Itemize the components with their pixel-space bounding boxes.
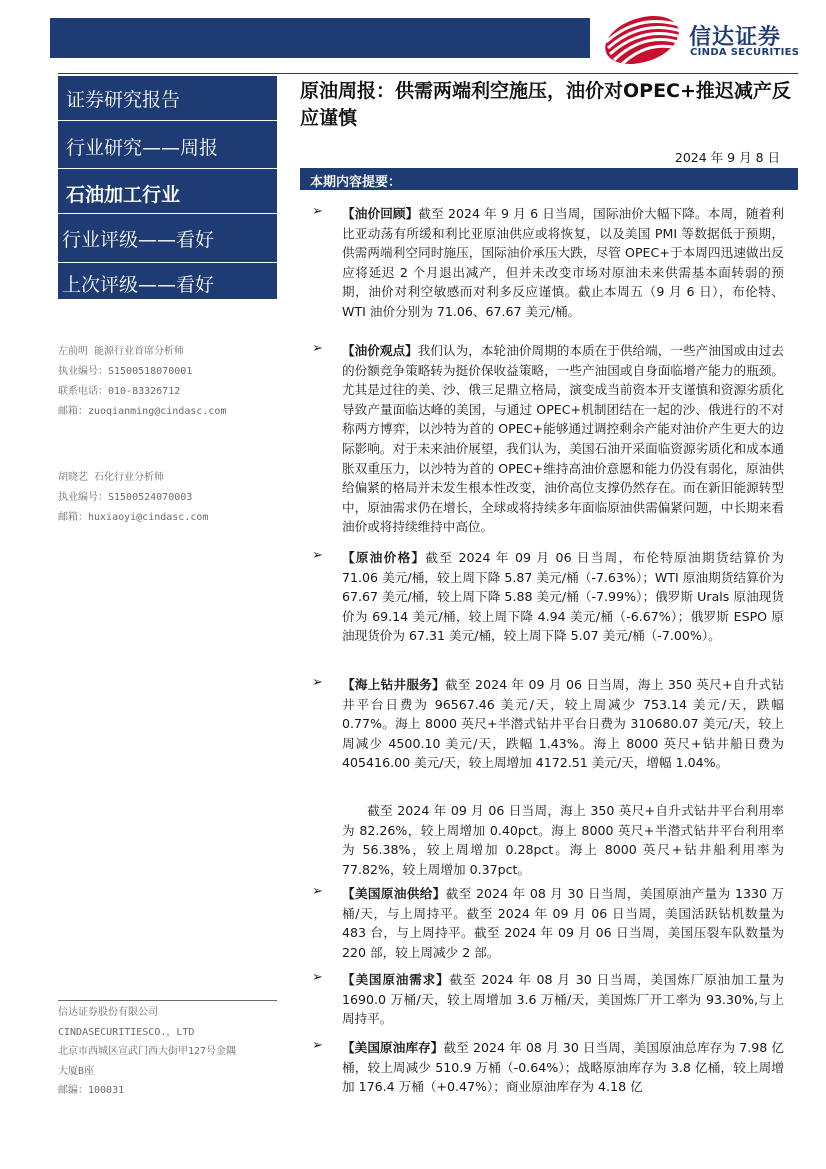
analyst-cert: 执业编号：S1500524070003 bbox=[58, 492, 193, 503]
cinda-logo-icon bbox=[600, 12, 686, 64]
arrow-bullet-icon: ➢ bbox=[312, 970, 323, 985]
analyst-phone: 联系电话：010-83326712 bbox=[58, 386, 181, 397]
item-paragraph: 【油价观点】我们认为，本轮油价周期的本质在于供给端，一些产油国或由过去的份额竞争策略转为挺价保收益策略，一些产油国或自身面临增产能力的瓶颈。尤其是过往的美、沙、俄三足鼎立格局，演变成当前资本开支谨慎和资源劣质化导致产量面临达峰的美国，与通过 OPEC+机制团结在一起的沙、俄进行的不对称两方博弈，以沙特为首的 OPEC+能够通过调控剩余产能对油价产生更大的边际影响。对于未来油价展望，我们认为，美国石油开采面临资源劣质化和成本通胀双重压力，以沙特为首的 OPEC+维持高油价意愿和能力仍没有弱化，原油供给偏紧的格局并未发生根本性改变，油价高位支撑仍然存在。而在新旧能源转型中，原油需求仍在增长，全球或将持续多年面临原油供需偏紧问题，中长期来看油价或将持续维持中高位。 bbox=[342, 343, 785, 535]
arrow-bullet-icon: ➢ bbox=[312, 204, 323, 219]
company-info bbox=[58, 1003, 277, 1101]
item-paragraph: 【美国原油库存】截至 2024 年 08 月 30 日当周，美国原油总库存为 7.98 亿桶，较上周减少 510.9 万桶（-0.64%）；战略原油库存为 3.8 亿桶，较上周增加 176.4 万桶（+0.47%）；商业原油库存为 4.18 亿 bbox=[342, 1040, 784, 1095]
arrow-bullet-icon: ➢ bbox=[312, 884, 323, 899]
logo-text-en: CINDA SECURITIES bbox=[690, 47, 800, 58]
arrow-bullet-icon: ➢ bbox=[312, 675, 323, 690]
previous-rating: 上次评级——看好 bbox=[62, 274, 215, 296]
arrow-bullet-icon: ➢ bbox=[312, 1038, 323, 1053]
report-title: 原油周报：供需两端利空施压，油价对OPEC+推迟减产反应谨慎 bbox=[300, 80, 791, 129]
analyst-name: 左前明 能源行业首席分析师 bbox=[58, 346, 185, 357]
company-name-en: CINDASECURITIESCO.，LTD bbox=[58, 1026, 195, 1038]
item-paragraph: 【美国原油供给】截至 2024 年 08 月 30 日当周，美国原油产量为 1330 万桶/天，与上周持平。截至 2024 年 09 月 06 日当周，美国活跃钻机数量为 483 台，与上周持平。截至 2024 年 09 月 06 日当周，美国压裂车队数量为 220 部，较上周减少 2 部。 bbox=[342, 886, 784, 960]
logo-text-cn: 信达证券 bbox=[689, 25, 782, 50]
company-address-2: 大厦B座 bbox=[58, 1065, 95, 1077]
report-subtype: 行业研究——周报 bbox=[66, 137, 219, 159]
item-paragraph: 【原油价格】截至 2024 年 09 月 06 日当周，布伦特原油期货结算价为 71.06 美元/桶，较上周下降 5.87 美元/桶（-7.63%）；WTI 原油期货结算价为 67.67 美元/桶，较上周下降 5.88 美元/桶（-7.99%）；俄罗斯 Urals 原油现货价为 69.14 美元/桶，较上周下降 4.94 美元/桶（-6.67%）；俄罗斯 ESPO 原油现货价为 67.31 美元/桶，较上周下降 5.07 美元/桶（-7.00%）。 bbox=[342, 550, 785, 644]
analyst-name: 胡晓艺 石化行业分析师 bbox=[58, 472, 165, 483]
report-sidebar bbox=[58, 76, 277, 299]
arrow-bullet-icon: ➢ bbox=[312, 341, 323, 356]
sidebar-divider bbox=[58, 262, 277, 263]
sidebar-divider bbox=[58, 120, 277, 121]
industry-rating: 行业评级——看好 bbox=[62, 229, 215, 251]
arrow-bullet-icon: ➢ bbox=[312, 548, 323, 563]
item-paragraph: 【海上钻井服务】截至 2024 年 09 月 06 日当周，海上 350 英尺+自升式钻井平台日费为 96567.46 美元/天，较上周减少 753.14 美元/天，跌幅 0.77%。海上 8000 英尺+半潜式钻井平台日费为 310680.07 美元/天，较上周减少 4500.10 美元/天，跌幅 1.43%。海上 8000 英尺+钻井船日费为 405416.00 美元/天，较上周增加 4172.51 美元/天，增幅 1.04%。 bbox=[342, 677, 785, 771]
report-type: 证券研究报告 bbox=[66, 89, 181, 111]
sidebar-divider bbox=[58, 168, 277, 169]
summary-label: 本期内容提要： bbox=[310, 175, 402, 190]
analyst-cert: 执业编号：S1500518070001 bbox=[58, 366, 193, 377]
summary-header bbox=[300, 168, 798, 190]
header-banner bbox=[50, 18, 590, 58]
sidebar-divider bbox=[58, 213, 277, 214]
company-name-cn: 信达证券股份有限公司 bbox=[58, 1007, 158, 1018]
company-postcode: 邮编：100031 bbox=[58, 1085, 125, 1096]
analyst-email[interactable]: 邮箱：huxiaoyi@cindasc.com bbox=[58, 512, 209, 523]
company-divider bbox=[58, 1000, 277, 1001]
analyst-info bbox=[58, 342, 277, 528]
header-divider bbox=[58, 73, 798, 74]
item-paragraph-2: 截至 2024 年 09 月 06 日当周，海上 350 英尺+自升式钻井平台利用率为 82.26%，较上周增加 0.40pct。海上 8000 英尺+半潜式钻井平台利用率为 56.38%，较上周增加 0.28pct。海上 8000 英尺+钻井船利用率为 77.82%，较上周增加 0.37pct。 bbox=[342, 803, 784, 877]
company-address: 北京市西城区宣武门西大街甲127号金隅 bbox=[58, 1046, 237, 1057]
analyst-email[interactable]: 邮箱：zuoqianming@cindasc.com bbox=[58, 406, 227, 417]
industry-name: 石油加工行业 bbox=[66, 184, 181, 206]
item-paragraph: 【油价回顾】截至 2024 年 9 月 6 日当周，国际油价大幅下降。本周，随着利比亚动荡有所缓和利比亚原油供应或将恢复，以及美国 PMI 等数据低于预期，供需两端利空同时施压，国际油价承压大跌，尽管 OPEC+于本周四迅速做出反应将延迟 2 个月退出减产，但并未改变市场对原油未来供需基本面转弱的预期，油价对利空敏感而对利多反应谨慎。截止本周五（9 月 6 日），布伦特、WTI 油价分别为 71.06、67.67 美元/桶。 bbox=[342, 206, 784, 319]
item-paragraph: 【美国原油需求】截至 2024 年 08 月 30 日当周，美国炼厂原油加工量为 1690.0 万桶/天，较上周增加 3.6 万桶/天，美国炼厂开工率为 93.30%,与上周持平。 bbox=[342, 972, 784, 1027]
report-date: 2024 年 9 月 8 日 bbox=[674, 150, 780, 165]
